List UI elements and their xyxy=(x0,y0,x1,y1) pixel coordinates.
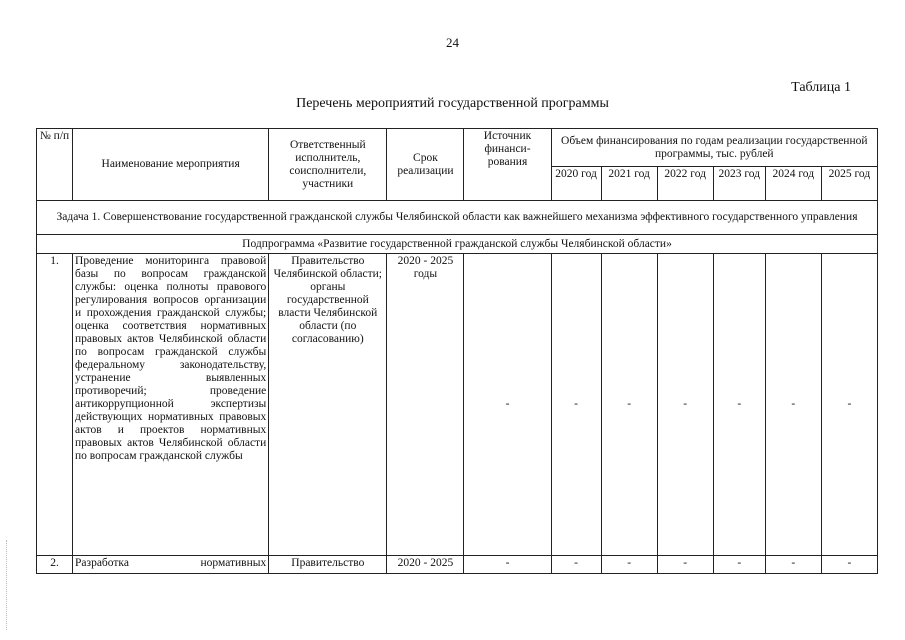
row-value: - xyxy=(821,556,877,574)
header-term: Срок реализации xyxy=(387,129,464,201)
scan-edge-mark xyxy=(6,540,8,630)
row-value: - xyxy=(551,254,601,556)
table-label: Таблица 1 xyxy=(791,80,851,95)
header-year: 2021 год xyxy=(601,167,657,201)
row-num: 1. xyxy=(37,254,73,556)
table-title: Перечень мероприятий государственной программы xyxy=(296,96,609,111)
subprogram-text: Подпрограмма «Развитие государственной гражданской службы Челябинской области» xyxy=(37,235,878,254)
table-row xyxy=(37,254,878,556)
row-value: - xyxy=(551,556,601,574)
row-source: - xyxy=(464,556,551,574)
row-num: 2. xyxy=(37,556,73,574)
row-value: - xyxy=(821,254,877,556)
header-row-1 xyxy=(37,129,878,167)
program-measures-table xyxy=(36,128,878,574)
header-funding: Объем финансирования по годам реализации государственной программы, тыс. рублей xyxy=(551,129,877,167)
header-name: Наименование мероприятия xyxy=(73,129,269,201)
row-responsible: Правительство Челябинской области; органы государственной власти Челябинской области (по согласованию) xyxy=(269,254,387,556)
row-value: - xyxy=(601,254,657,556)
page-number: 24 xyxy=(446,35,459,50)
header-year: 2023 год xyxy=(713,167,765,201)
row-value: - xyxy=(765,254,821,556)
row-term: 2020 - 2025 xyxy=(387,556,464,574)
header-source: Источник финанси-рования xyxy=(464,129,551,201)
row-value: - xyxy=(657,556,713,574)
header-year: 2022 год xyxy=(657,167,713,201)
header-responsible: Ответственный исполнитель, соисполнители, участники xyxy=(269,129,387,201)
row-name: Проведение мониторинга правовой базы по вопросам гражданской службы: оценка полноты правового регулирования вопросов организации и прохождения гражданской службы; оценка соответствия нормативных правовых актов Челябинской области по вопросам гражданской службы федеральному законодательству, устранение выявленных противоречий; проведение антикоррупционной экспертизы действующих нормативных правовых актов и проектов нормативных правовых актов Челябинской области по вопросам гражданской службы xyxy=(73,254,269,556)
header-year: 2024 год xyxy=(765,167,821,201)
row-value: - xyxy=(713,556,765,574)
task-row xyxy=(37,201,878,235)
row-value: - xyxy=(765,556,821,574)
row-term: 2020 - 2025 годы xyxy=(387,254,464,556)
header-num: № п/п xyxy=(37,129,73,201)
row-responsible: Правительство xyxy=(269,556,387,574)
table-row xyxy=(37,556,878,574)
subprogram-row xyxy=(37,235,878,254)
row-source: - xyxy=(464,254,551,556)
row-name: Разработка нормативных xyxy=(73,556,269,574)
row-value: - xyxy=(713,254,765,556)
header-year: 2025 год xyxy=(821,167,877,201)
header-year: 2020 год xyxy=(551,167,601,201)
task-text: Задача 1. Совершенствование государственной гражданской службы Челябинской области как важнейшего механизма эффективного государственного управления xyxy=(37,201,878,235)
row-value: - xyxy=(657,254,713,556)
row-value: - xyxy=(601,556,657,574)
